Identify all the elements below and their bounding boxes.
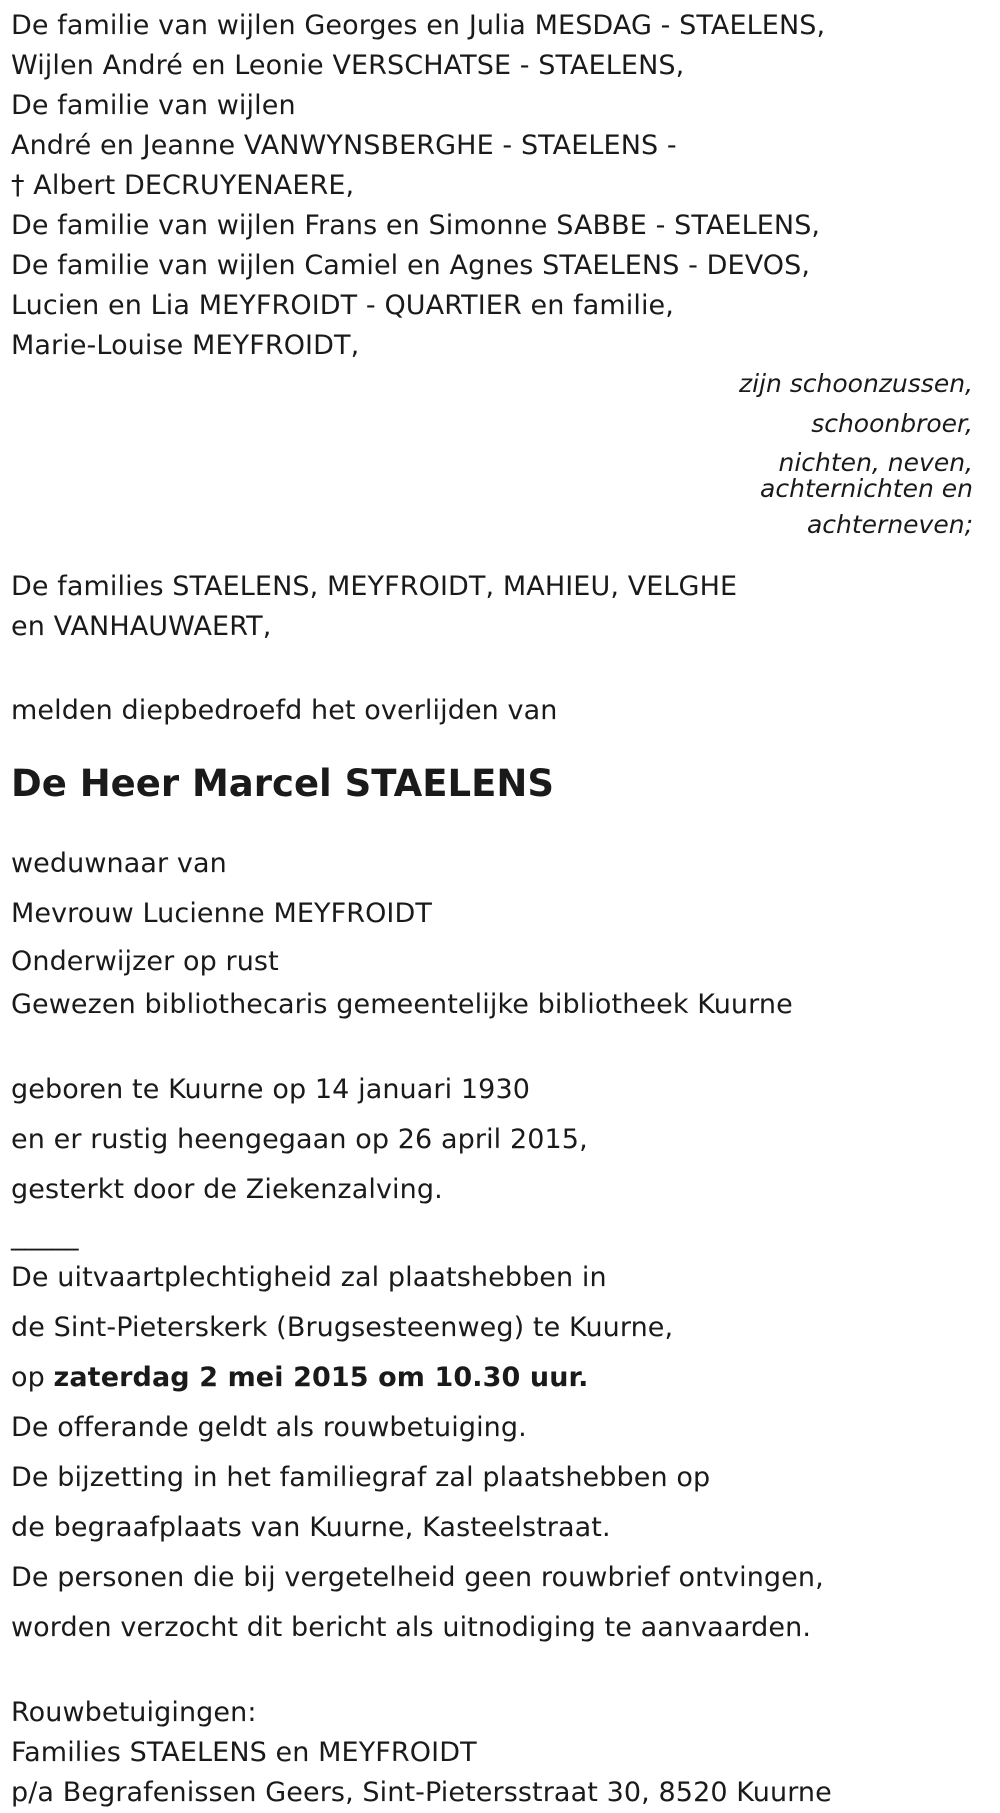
ceremony-date-line (11, 1353, 991, 1403)
detail-line: Gewezen bibliothecaris gemeentelijke bibliotheek Kuurne (11, 989, 793, 1020)
ceremony-line: de Sint-Pieterskerk (Brugsesteenweg) te Kuurne, (11, 1312, 674, 1343)
relations-block (11, 364, 991, 545)
family-line: De familie van wijlen Georges en Julia MESDAG - STAELENS, (11, 10, 826, 41)
family-line: Wijlen André en Leonie VERSCHATSE - STAELENS, (11, 50, 685, 81)
families-bottom (11, 567, 991, 647)
relation-line: schoonbroer, (811, 409, 973, 438)
condolences-heading: Rouwbetuigingen: (11, 1697, 257, 1728)
announcement-text: melden diepbedroefd het overlijden van (11, 695, 558, 726)
family-line: André en Jeanne VANWYNSBERGHE - STAELENS - (11, 130, 677, 161)
ceremony-line: de begraafplaats van Kuurne, Kasteelstraat. (11, 1512, 611, 1543)
ceremony-line: De bijzetting in het familiegraf zal plaatshebben op (11, 1462, 711, 1493)
deceased-name: De Heer Marcel STAELENS (11, 762, 554, 805)
ceremony-line: De uitvaartplechtigheid zal plaatshebben in (11, 1262, 607, 1293)
relation-line: nichten, neven, (778, 448, 973, 477)
families-top (11, 6, 991, 366)
ceremony-block (11, 1253, 991, 1653)
relation-line: zijn schoonzussen, (738, 369, 973, 398)
ceremony-date: zaterdag 2 mei 2015 om 10.30 uur. (53, 1362, 589, 1393)
separator: _____ (11, 1220, 79, 1251)
condolences-line: Families STAELENS en MEYFROIDT (11, 1737, 477, 1768)
detail-line: Onderwijzer op rust (11, 946, 279, 977)
ceremony-line: De personen die bij vergetelheid geen rouwbrief ontvingen, (11, 1562, 824, 1593)
family-line: De families STAELENS, MEYFROIDT, MAHIEU, VELGHE (11, 571, 738, 602)
ceremony-line: De offerande geldt als rouwbetuiging. (11, 1412, 527, 1443)
ceremony-date-prefix: op (11, 1362, 54, 1393)
family-line: † Albert DECRUYENAERE, (11, 170, 355, 201)
life-block (11, 1065, 991, 1215)
ceremony-line: worden verzocht dit bericht als uitnodiging te aanvaarden. (11, 1612, 812, 1643)
family-line: De familie van wijlen (11, 90, 296, 121)
family-line: Lucien en Lia MEYFROIDT - QUARTIER en familie, (11, 290, 674, 321)
condolences-address: p/a Begrafenissen Geers, Sint-Pietersstraat 30, 8520 Kuurne (11, 1777, 832, 1808)
detail-line: weduwnaar van (11, 848, 227, 879)
family-line: Marie-Louise MEYFROIDT, (11, 330, 360, 361)
life-line: en er rustig heengegaan op 26 april 2015, (11, 1124, 588, 1155)
relation-line: achterneven; (806, 510, 973, 539)
family-line: en VANHAUWAERT, (11, 611, 272, 642)
relation-line: achternichten en (760, 474, 973, 503)
life-line: geboren te Kuurne op 14 januari 1930 (11, 1074, 531, 1105)
life-line: gesterkt door de Ziekenzalving. (11, 1174, 443, 1205)
family-line: De familie van wijlen Frans en Simonne SABBE - STAELENS, (11, 210, 821, 241)
details-block (11, 839, 991, 1025)
obituary-notice (11, 6, 991, 1813)
condolences-block (11, 1693, 991, 1813)
family-line: De familie van wijlen Camiel en Agnes STAELENS - DEVOS, (11, 250, 811, 281)
detail-line: Mevrouw Lucienne MEYFROIDT (11, 898, 432, 929)
